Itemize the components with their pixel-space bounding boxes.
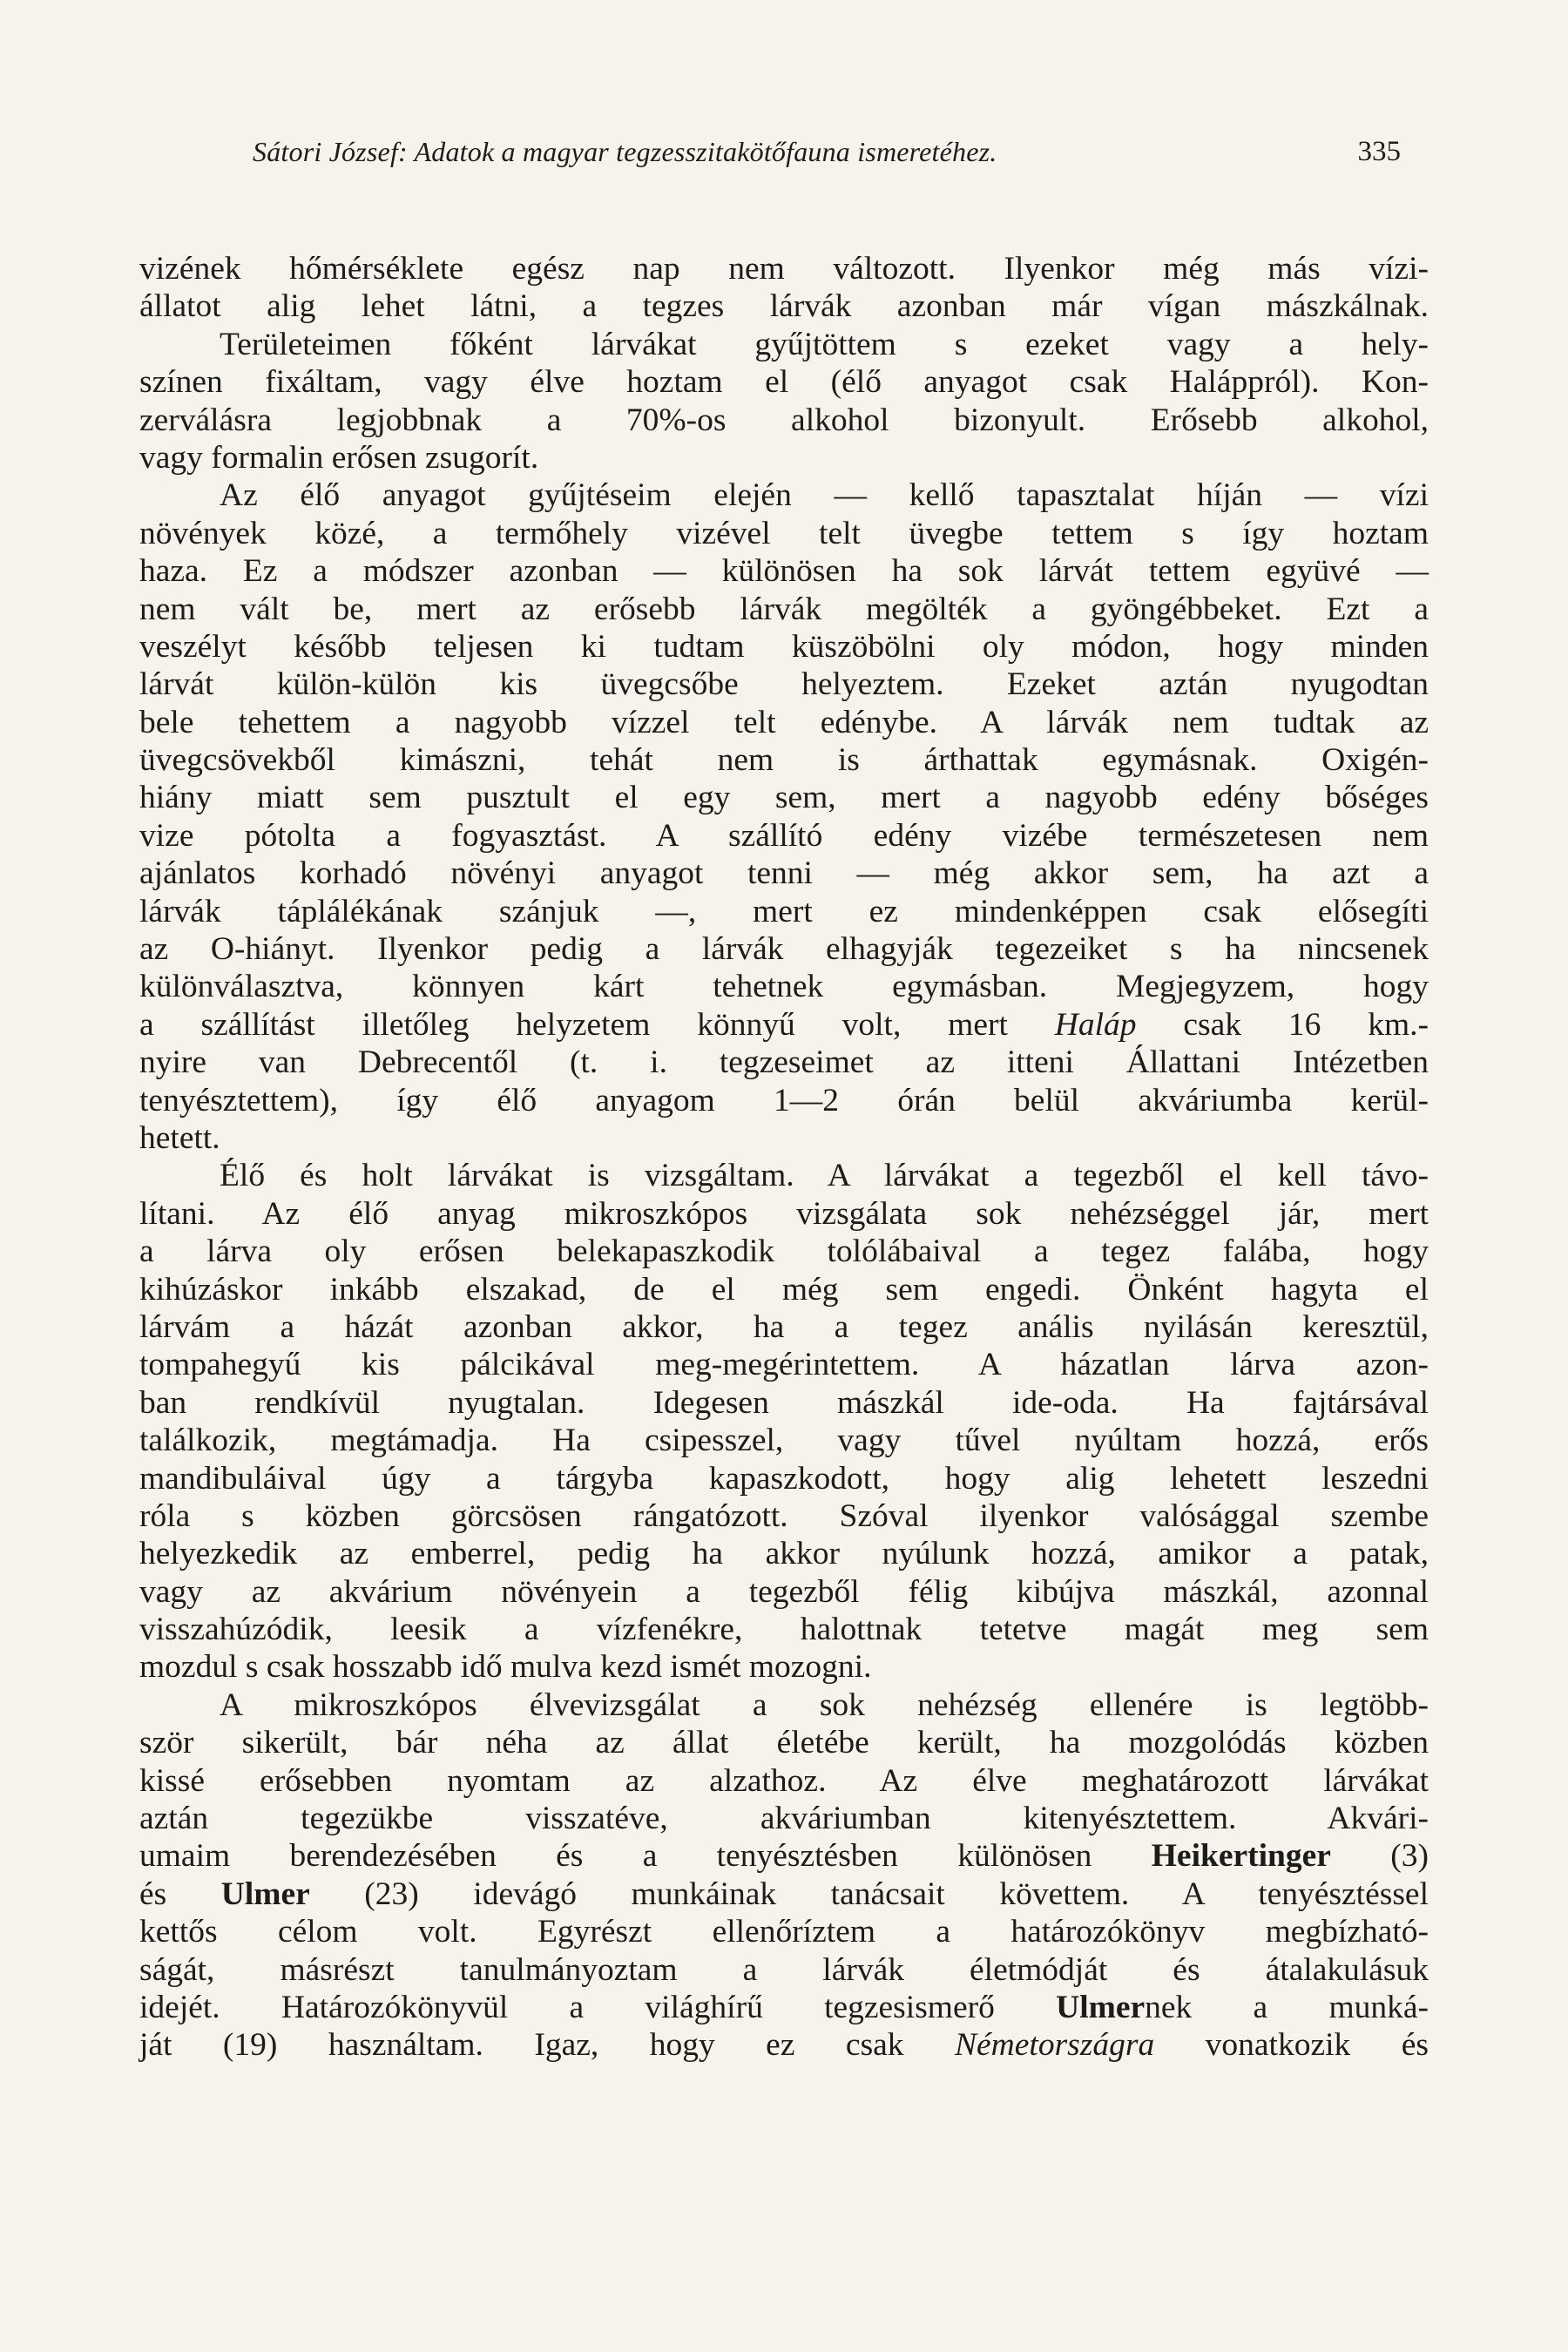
text-line: mozdul s csak hosszabb idő mulva kezd ismét mozogni. <box>139 1649 872 1686</box>
author-name: Ulmer <box>220 1876 310 1912</box>
text-line: különválasztva, könnyen kárt tehetnek egymásban. Megjegyzem, hogy <box>139 969 1429 1005</box>
text-run: umaim berendezésében és a tenyésztésben különösen <box>139 1838 1152 1875</box>
text-line: vagy az akvárium növényein a tegezből félig kibújva mászkál, azonnal <box>139 1573 1429 1610</box>
text-line: hiány miatt sem pusztult el egy sem, mert a nagyobb edény bőséges <box>139 780 1429 816</box>
page-header <box>253 131 1420 172</box>
text-line: ajánlatos korhadó növényi anyagot tenni — még akkor sem, ha azt a <box>139 855 1429 892</box>
text-line: róla s közben görcsösen rángatózott. Szóval ilyenkor valósággal szembe <box>139 1497 1429 1534</box>
text-line: A mikroszkópos élvevizsgálat a sok nehézség ellenére is legtöbb- <box>220 1686 1429 1723</box>
text-line: visszahúzódik, leesik a vízfenékre, halottnak tetetve magát meg sem <box>139 1612 1429 1648</box>
text-line: aztán tegezükbe visszatéve, akváriumban kitenyésztettem. Akvári- <box>139 1801 1429 1837</box>
text-line: Az élő anyagot gyűjtéseim elején — kellő tapasztalat híján — vízi <box>220 477 1429 514</box>
body-text <box>139 250 1429 2065</box>
text-line: kissé erősebben nyomtam az alzathoz. Az élve meghatározott lárvákat <box>139 1762 1429 1799</box>
text-run: nek a munká- <box>1145 1989 1429 2025</box>
text-run: csak 16 km.- <box>1136 1006 1429 1043</box>
text-line: kihúzáskor inkább elszakad, de el még sem engedi. Önként hagyta el <box>139 1271 1429 1308</box>
text-line: üvegcsövekből kimászni, tehát nem is árthattak egymásnak. Oxigén- <box>139 742 1429 779</box>
text-line: az O-hiányt. Ilyenkor pedig a lárvák elhagyják tegezeiket s ha nincsenek <box>139 931 1429 968</box>
text-run: ját (19) használtam. Igaz, hogy ez csak <box>139 2027 956 2064</box>
text-run: a szállítást illetőleg helyzetem könnyű volt, mert <box>139 1006 1055 1043</box>
text-run: és <box>139 1876 221 1912</box>
text-line: a lárva oly erősen belekapaszkodik tolólábaival a tegez falába, hogy <box>139 1233 1429 1270</box>
text-line: találkozik, megtámadja. Ha csipesszel, vagy tűvel nyúltam hozzá, erős <box>139 1423 1429 1459</box>
text-line: lárvám a házát azonban akkor, ha a tegez anális nyilásán keresztül, <box>139 1308 1429 1345</box>
text-line: nyire van Debrecentől (t. i. tegzeseimet az itteni Állattani Intézetben <box>139 1044 1429 1081</box>
text-run: vonatkozik és <box>1154 2027 1429 2064</box>
text-line: ban rendkívül nyugtalan. Idegesen mászkál ide-oda. Ha fajtársával <box>139 1384 1429 1421</box>
emphasized-term: Haláp <box>1054 1006 1137 1043</box>
text-line: vize pótolta a fogyasztást. A szállító edény vizébe természetesen nem <box>139 817 1429 854</box>
text-line: bele tehettem a nagyobb vízzel telt edénybe. A lárvák nem tudtak az <box>139 704 1429 740</box>
text-run: idejét. Határozókönyvül a világhírű tegzesismerő <box>139 1989 1057 2025</box>
text-line: veszélyt később teljesen ki tudtam küszöbölni oly módon, hogy minden <box>139 628 1429 665</box>
text-line: ször sikerült, bár néha az állat életébe került, ha mozgolódás közben <box>139 1725 1429 1761</box>
text-line: lárvát külön-külön kis üvegcsőbe helyeztem. Ezeket aztán nyugodtan <box>139 666 1429 703</box>
text-line: vizének hőmérséklete egész nap nem változott. Ilyenkor még más vízi- <box>139 251 1429 287</box>
text-line <box>139 1989 1429 2026</box>
emphasized-term: Németországra <box>955 2027 1155 2064</box>
author-name: Ulmer <box>1056 1989 1146 2025</box>
text-line: tompahegyű kis pálcikával meg-megérintettem. A házatlan lárva azon- <box>139 1347 1429 1383</box>
page-number: 335 <box>1357 136 1401 167</box>
text-line <box>139 1006 1429 1044</box>
text-run: (23) idevágó munkáinak tanácsait követtem. A tenyésztéssel <box>309 1876 1429 1912</box>
text-line <box>139 1837 1429 1875</box>
text-line: nem vált be, mert az erősebb lárvák megölték a gyöngébbeket. Ezt a <box>139 591 1429 627</box>
text-line: ságát, másrészt tanulmányoztam a lárvák életmódját és átalakulásuk <box>139 1951 1429 1988</box>
text-line: zerválásra legjobbnak a 70%-os alkohol bizonyult. Erősebb alkohol, <box>139 402 1429 438</box>
text-line: vagy formalin erősen zsugorít. <box>139 439 539 476</box>
text-line: haza. Ez a módszer azonban — különösen ha sok lárvát tettem együvé — <box>139 553 1429 590</box>
text-line: lítani. Az élő anyag mikroszkópos vizsgálata sok nehézséggel jár, mert <box>139 1195 1429 1232</box>
running-head: Sátori József: Adatok a magyar tegzesszitakötőfauna ismeretéhez. <box>253 136 997 167</box>
text-line <box>139 2026 1429 2064</box>
text-line: Területeimen főként lárvákat gyűjtöttem s ezeket vagy a hely- <box>220 326 1429 362</box>
author-name: Heikertinger <box>1151 1838 1331 1875</box>
text-line <box>139 1876 1429 1913</box>
text-line: mandibuláival úgy a tárgyba kapaszkodott, hogy alig lehetett leszedni <box>139 1460 1429 1497</box>
text-run: (3) <box>1330 1838 1429 1875</box>
text-line: hetett. <box>139 1119 220 1156</box>
text-line: helyezkedik az emberrel, pedig ha akkor nyúlunk hozzá, amikor a patak, <box>139 1536 1429 1572</box>
text-line: Élő és holt lárvákat is vizsgáltam. A lárvákat a tegezből el kell távo- <box>220 1158 1429 1194</box>
text-line: tenyésztettem), így élő anyagom 1—2 órán belül akváriumba kerül- <box>139 1082 1429 1119</box>
text-line: kettős célom volt. Egyrészt ellenőríztem a határozókönyv megbízható- <box>139 1914 1429 1950</box>
text-line: színen fixáltam, vagy élve hoztam el (élő anyagot csak Haláppról). Kon- <box>139 364 1429 401</box>
text-line: növények közé, a termőhely vizével telt üvegbe tettem s így hoztam <box>139 515 1429 551</box>
text-line: állatot alig lehet látni, a tegzes lárvák azonban már vígan mászkálnak. <box>139 288 1429 325</box>
text-line: lárvák táplálékának szánjuk —, mert ez mindenképpen csak elősegíti <box>139 893 1429 929</box>
